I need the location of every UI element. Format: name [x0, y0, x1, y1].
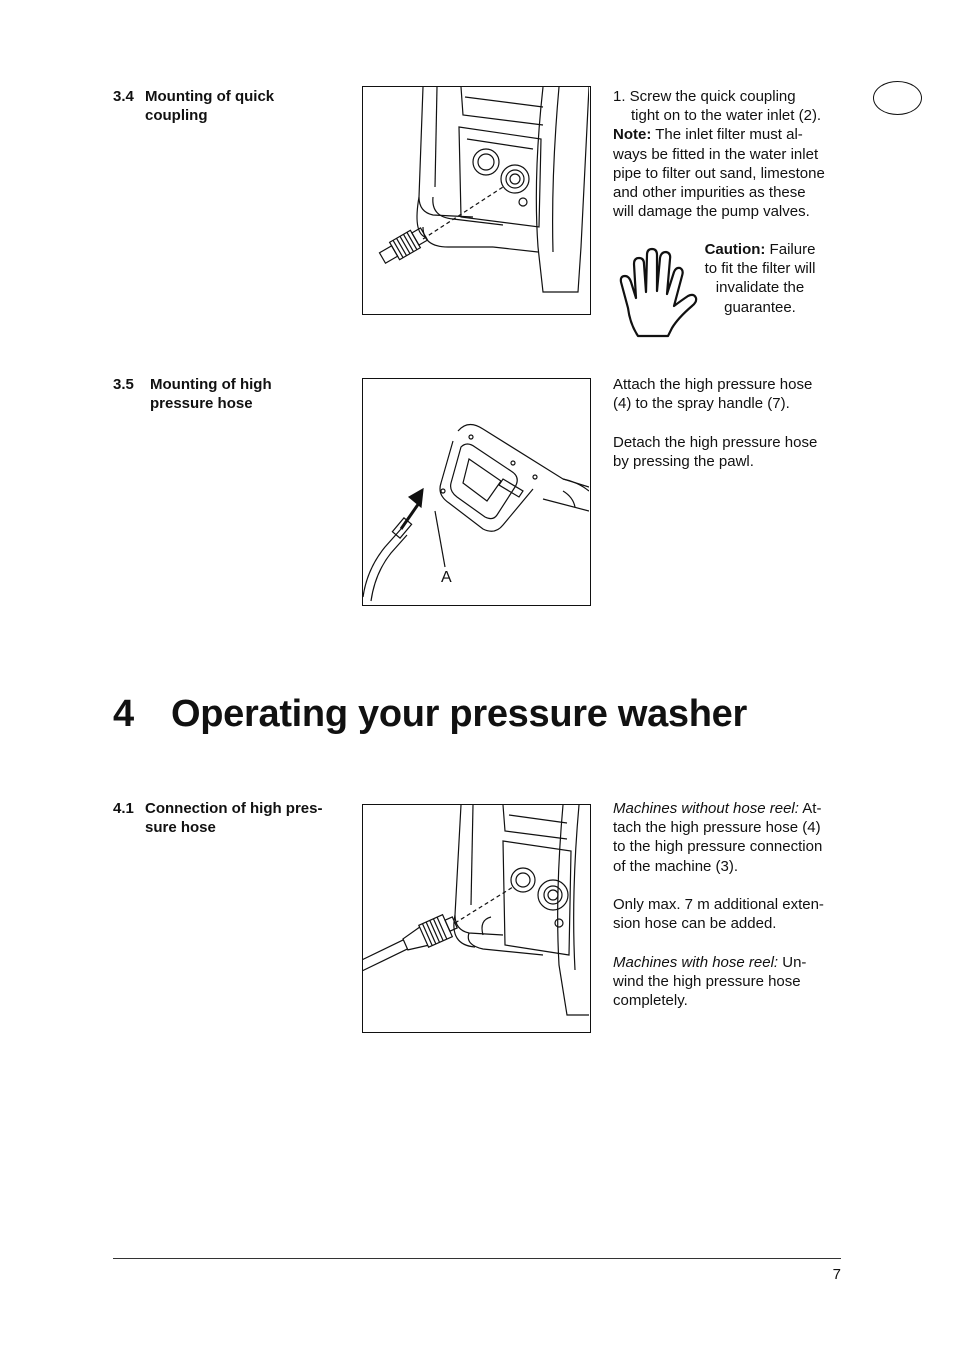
- caution-line: invalidate the: [715, 279, 805, 297]
- paragraph-line: to the high pressure connection: [613, 838, 823, 856]
- section-title-line: sure hose: [145, 819, 216, 836]
- section-4-1-heading: [113, 799, 353, 839]
- paragraph-line: wind the high pressure hose: [613, 972, 801, 990]
- paragraph-line-rest: At-: [798, 800, 822, 817]
- section-title-line: Mounting of high: [150, 376, 272, 393]
- section-3-5-text: [613, 375, 848, 471]
- section-title-line: Mounting of quick: [145, 88, 275, 105]
- section-title: [145, 799, 323, 837]
- section-3-4-text: [613, 87, 848, 221]
- hand-stop-icon: [616, 246, 700, 342]
- caution-line: Failure: [765, 241, 816, 258]
- language-oval-icon: [873, 81, 922, 115]
- section-number: 3.4: [113, 88, 134, 105]
- spray-handle-illustration: [363, 379, 589, 604]
- paragraph-line: (4) to the spray handle (7).: [613, 395, 790, 413]
- section-4-1-text: [613, 799, 848, 1010]
- figure-hose-connection: [362, 804, 591, 1033]
- paragraph-line: sion hose can be added.: [613, 915, 777, 933]
- section-3-4-heading: [113, 87, 333, 127]
- quick-coupling-illustration: [363, 87, 589, 313]
- note-line: The inlet filter must al-: [651, 126, 803, 144]
- section-number: 4.1: [113, 800, 134, 817]
- paragraph-line: tach the high pressure hose (4): [613, 819, 821, 837]
- caution-line: to fit the filter will: [704, 260, 816, 278]
- section-title: [145, 87, 274, 125]
- paragraph-line: [613, 799, 848, 818]
- figure-high-pressure-hose: [362, 378, 591, 606]
- chapter-number: 4: [113, 693, 134, 735]
- caution-label: Caution:: [704, 241, 766, 258]
- note-line: and other impurities as these: [613, 184, 806, 202]
- step-text: tight on to the water inlet (2).: [631, 107, 822, 125]
- paragraph-line: Detach the high pressure hose: [613, 433, 818, 451]
- paragraph-line: completely.: [613, 992, 688, 1009]
- hose-connection-illustration: [363, 805, 589, 1031]
- paragraph-line: Only max. 7 m additional exten-: [613, 896, 824, 913]
- note-line: pipe to filter out sand, limestone: [613, 164, 825, 182]
- italic-lead: Machines with hose reel:: [613, 953, 779, 971]
- paragraph-line: Attach the high pressure hose: [613, 376, 813, 393]
- section-title-line: pressure hose: [150, 395, 253, 412]
- paragraph-line: of the machine (3).: [613, 857, 739, 875]
- paragraph-line-rest: Un-: [778, 953, 807, 971]
- figure-quick-coupling: [362, 86, 591, 315]
- caution-text: [695, 240, 825, 317]
- italic-lead: Machines without hose reel:: [613, 800, 799, 817]
- section-title-line: Connection of high pres-: [145, 800, 323, 817]
- section-title: [150, 375, 272, 413]
- footer-divider: [113, 1258, 841, 1259]
- caution-line: guarantee.: [724, 298, 796, 316]
- note-line: ways be fitted in the water inlet: [613, 145, 819, 163]
- note-line: will damage the pump valves.: [613, 203, 810, 221]
- section-3-5-heading: [113, 375, 333, 415]
- paragraph-line: [613, 953, 848, 972]
- figure-label-a: A: [441, 569, 452, 586]
- paragraph-line: by pressing the pawl.: [613, 452, 754, 470]
- step-text: 1. Screw the quick coupling: [613, 88, 796, 105]
- note-text: [613, 125, 848, 144]
- section-title-line: coupling: [145, 107, 208, 124]
- page-number: 7: [832, 1266, 841, 1283]
- section-number: 3.5: [113, 376, 134, 393]
- note-label: Note:: [613, 126, 652, 144]
- chapter-title: Operating your pressure washer: [171, 693, 747, 735]
